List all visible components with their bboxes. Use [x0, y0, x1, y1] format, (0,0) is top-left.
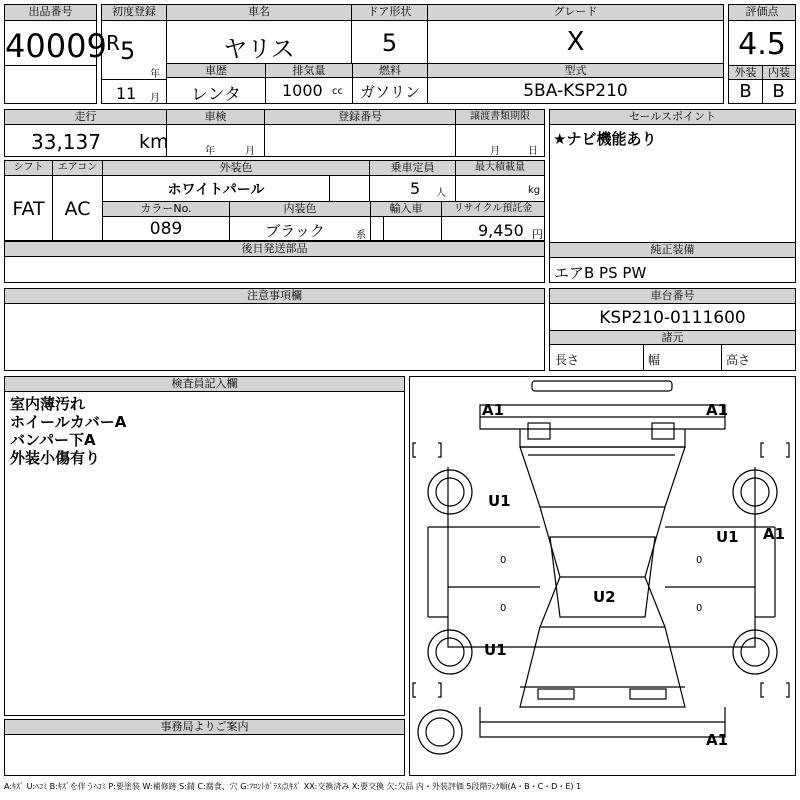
capacity: 5: [410, 179, 421, 198]
reg-month: 11: [116, 84, 137, 103]
lot-number-label: 出品番号: [5, 5, 96, 21]
displacement: 1000: [282, 81, 323, 100]
sales-point: ★ナビ機能あり: [553, 130, 657, 148]
later-parts-box: [4, 241, 545, 283]
grade-box: [427, 4, 724, 64]
damage-mark-a1-front-right: A1: [706, 401, 729, 419]
inspection-box: [166, 109, 265, 157]
chassis-box: [549, 288, 796, 371]
recycle-unit: 円: [532, 228, 543, 241]
damage-mark-a1-right-side: A1: [763, 525, 786, 543]
chassis-label: 車台番号: [550, 289, 795, 304]
grade-label: グレード: [428, 5, 723, 21]
first-registration-box: [101, 4, 167, 104]
inspector-line: 外装小傷有り: [10, 449, 101, 467]
shift-box: [4, 160, 53, 241]
era: R: [106, 31, 120, 55]
equipment-label: 純正装備: [550, 243, 795, 258]
damage-mark-a1-rear: A1: [706, 731, 729, 749]
rating: 4.5: [738, 27, 786, 62]
damage-mark-u1-left-front: U1: [488, 492, 511, 510]
sales-point-label: セールスポイント: [550, 110, 795, 125]
exterior-grade: B: [739, 81, 752, 102]
transfer-month-unit: 月: [490, 146, 500, 157]
inspector-line: 室内薄汚れ: [10, 395, 86, 413]
history-box: [166, 63, 266, 104]
interior-color: ブラック: [265, 222, 325, 240]
diagram-zero: 0: [500, 603, 507, 614]
doors: 5: [381, 29, 398, 57]
length-label: 長さ: [555, 353, 580, 367]
displacement-unit: cc: [332, 86, 343, 97]
int-color-unit: 系: [356, 230, 366, 241]
inspector-label: 検査員記入欄: [5, 377, 404, 392]
rating-box: [728, 4, 796, 104]
inspector-line: ホイールカバーA: [10, 413, 127, 431]
transfer-label: 譲渡書類期限: [456, 110, 544, 125]
car-diagram-svg: [410, 377, 795, 775]
height-label: 高さ: [726, 353, 751, 367]
reg-year: 5: [120, 37, 136, 65]
interior-label: 内装: [762, 66, 795, 80]
damage-mark-u2-roof: U2: [593, 588, 616, 606]
year-unit: 年: [150, 69, 160, 80]
color-no-label: カラーNo.: [103, 202, 229, 217]
notes-label: 注意事項欄: [5, 289, 544, 304]
mileage-box: [4, 109, 167, 157]
capacity-unit: 人: [436, 188, 446, 199]
displacement-box: [265, 63, 353, 104]
shift-label: シフト: [5, 161, 52, 176]
office-label: 事務局よりご案内: [5, 720, 404, 735]
car-name: ヤリス: [223, 35, 295, 63]
diagram-zero: 0: [500, 555, 507, 566]
model-label: 型式: [428, 64, 723, 78]
sales-point-box: [549, 109, 796, 243]
recycle-label: リサイクル預託金: [442, 202, 544, 217]
lot-number: 40009: [5, 27, 107, 65]
mileage: 33,137: [31, 130, 101, 154]
history: レンタ: [191, 85, 241, 105]
notes-box: [4, 288, 545, 371]
fuel-label: 燃料: [353, 64, 427, 78]
inspection-year-unit: 年: [205, 146, 215, 157]
model-code: 5BA-KSP210: [523, 81, 628, 101]
exterior-color: ホワイトパール: [167, 182, 265, 198]
inspector-line: バンパー下A: [10, 431, 96, 449]
inspection-month-unit: 月: [245, 146, 255, 157]
damage-mark-u1-right: U1: [716, 528, 739, 546]
max-load-box: [455, 160, 545, 202]
color-no: 089: [149, 219, 183, 239]
exterior-label: 外装: [729, 66, 762, 80]
diagram-zero: 0: [696, 555, 703, 566]
color-label: 外装色: [103, 161, 369, 176]
damage-diagram: [409, 376, 796, 776]
ac-label: エアコン: [53, 161, 102, 176]
displacement-label: 排気量: [266, 64, 352, 78]
load-label: 最大積載量: [456, 161, 544, 176]
shift: FAT: [12, 198, 45, 220]
int-color-label: 内装色: [230, 202, 370, 217]
history-label: 車歴: [167, 64, 265, 78]
inspector-notes: [10, 395, 126, 467]
damage-mark-u1-left-rear: U1: [484, 641, 507, 659]
inspection-label: 車検: [167, 110, 264, 125]
legend: A:ｷｽﾞ U:ﾍｺﾐ B:ｷｽﾞを伴うﾍｺﾐ P:要塗装 W:補修跡 S:錆 C:腐食、穴 G:ﾌﾛﾝﾄｶﾞﾗｽ点ｷｽﾞ XX:交換済み X:要交換 欠:欠品 内・外装評価 5段階ﾗﾝｸ順(A・B・C・D・E) 1: [4, 782, 582, 791]
mileage-label: 走行: [5, 110, 166, 125]
transfer-day-unit: 日: [528, 146, 538, 157]
lot-number-box: [4, 4, 107, 104]
month-unit: 月: [150, 93, 160, 104]
fuel-box: [352, 63, 428, 104]
damage-mark-a1-front-left: A1: [482, 401, 505, 419]
interior-grade: B: [772, 81, 785, 102]
later-parts-label: 後日発送部品: [5, 242, 544, 257]
load-unit: kg: [528, 185, 541, 196]
equipment: エアB PS PW: [554, 264, 647, 282]
interior-color-box: [229, 201, 371, 241]
transfer-deadline-box: [455, 109, 545, 157]
mileage-unit: km: [139, 131, 169, 153]
ac: AC: [64, 198, 91, 220]
capacity-box: [369, 160, 456, 202]
first-reg-label: 初度登録: [102, 5, 166, 21]
registration-number-box: [264, 109, 456, 157]
width-label: 幅: [648, 353, 661, 367]
door-label: ドア形状: [352, 5, 427, 21]
car-name-label: 車名: [167, 5, 351, 21]
recycle-box: [441, 201, 545, 241]
import-box: [370, 201, 442, 241]
equipment-box: [549, 242, 796, 283]
grade: X: [566, 27, 585, 57]
ac-box: [52, 160, 103, 241]
door-box: [351, 4, 428, 64]
spec-label: 諸元: [550, 330, 795, 345]
chassis-number: KSP210-0111600: [599, 308, 746, 328]
recycle-fee: 9,450: [478, 221, 524, 240]
model-box: [427, 63, 724, 104]
office-box: [4, 719, 405, 776]
regno-label: 登録番号: [265, 110, 455, 125]
fuel: ガソリン: [359, 83, 420, 101]
rating-label: 評価点: [729, 5, 795, 21]
car-name-box: [166, 4, 352, 64]
diagram-zero: 0: [696, 603, 703, 614]
inspector-box: [4, 376, 405, 716]
import-label: 輸入車: [371, 202, 441, 217]
exterior-color-box: [102, 160, 370, 202]
capacity-label: 乗車定員: [370, 161, 455, 176]
color-no-box: [102, 201, 230, 241]
